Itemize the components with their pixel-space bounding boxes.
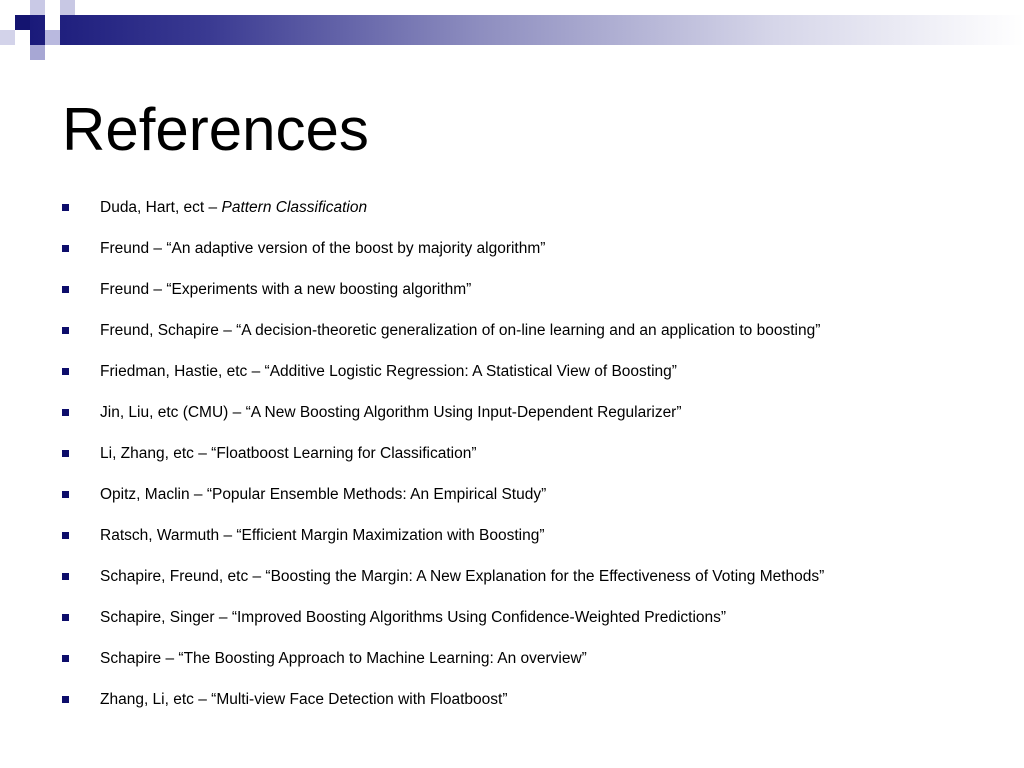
square-bullet-icon — [62, 614, 69, 621]
square-bullet-icon — [62, 491, 69, 498]
reference-title: Pattern Classification — [221, 199, 368, 216]
reference-item — [62, 476, 1002, 517]
reference-item — [62, 189, 1002, 230]
reference-item — [62, 681, 1002, 722]
reference-title: “A New Boosting Algorithm Using Input-Dependent Regularizer” — [245, 404, 682, 421]
reference-authors: Duda, Hart, ect – — [100, 199, 222, 216]
reference-authors: Freund – — [100, 240, 167, 257]
slide-title: References — [62, 96, 369, 163]
reference-title: “Efficient Margin Maximization with Boosting” — [236, 527, 545, 544]
reference-item — [62, 640, 1002, 681]
reference-title: “An adaptive version of the boost by majority algorithm” — [166, 240, 546, 257]
reference-authors: Schapire – — [100, 650, 179, 667]
reference-authors: Schapire, Singer – — [100, 609, 232, 626]
reference-title: “Additive Logistic Regression: A Statistical View of Boosting” — [264, 363, 677, 380]
square-bullet-icon — [62, 245, 69, 252]
square-bullet-icon — [62, 368, 69, 375]
reference-item — [62, 558, 1002, 599]
square-bullet-icon — [62, 655, 69, 662]
reference-authors: Freund, Schapire – — [100, 322, 237, 339]
reference-title: “Popular Ensemble Methods: An Empirical Study” — [206, 486, 547, 503]
reference-title: “Boosting the Margin: A New Explanation for the Effectiveness of Voting Methods” — [265, 568, 825, 585]
reference-authors: Jin, Liu, etc (CMU) – — [100, 404, 246, 421]
reference-authors: Ratsch, Warmuth – — [100, 527, 237, 544]
reference-item — [62, 353, 1002, 394]
decorative-square — [30, 0, 45, 15]
reference-item — [62, 271, 1002, 312]
reference-title: “Floatboost Learning for Classification” — [211, 445, 477, 462]
decorative-square — [0, 30, 15, 45]
square-bullet-icon — [62, 532, 69, 539]
reference-title: “The Boosting Approach to Machine Learning: An overview” — [178, 650, 587, 667]
square-bullet-icon — [62, 696, 69, 703]
reference-list — [62, 189, 1002, 722]
reference-authors: Schapire, Freund, etc – — [100, 568, 266, 585]
reference-authors: Freund – — [100, 281, 167, 298]
decorative-square — [30, 45, 45, 60]
square-bullet-icon — [62, 409, 69, 416]
decorative-square — [45, 15, 60, 30]
square-bullet-icon — [62, 327, 69, 334]
decorative-square — [45, 30, 60, 45]
reference-title: “Experiments with a new boosting algorithm” — [166, 281, 472, 298]
decorative-square — [15, 15, 30, 30]
reference-item — [62, 599, 1002, 640]
decorative-square — [60, 0, 75, 15]
square-bullet-icon — [62, 573, 69, 580]
reference-authors: Opitz, Maclin – — [100, 486, 207, 503]
square-bullet-icon — [62, 204, 69, 211]
reference-title: “Improved Boosting Algorithms Using Confidence-Weighted Predictions” — [231, 609, 727, 626]
reference-item — [62, 435, 1002, 476]
reference-item — [62, 394, 1002, 435]
reference-title: “Multi-view Face Detection with Floatboost” — [211, 691, 508, 708]
reference-item — [62, 230, 1002, 271]
reference-authors: Friedman, Hastie, etc – — [100, 363, 265, 380]
reference-item — [62, 312, 1002, 353]
square-bullet-icon — [62, 450, 69, 457]
reference-title: “A decision-theoretic generalization of on-line learning and an application to boosting” — [236, 322, 821, 339]
reference-authors: Zhang, Li, etc – — [100, 691, 212, 708]
reference-authors: Li, Zhang, etc – — [100, 445, 212, 462]
square-bullet-icon — [62, 286, 69, 293]
reference-item — [62, 517, 1002, 558]
header-gradient-band — [30, 15, 1024, 45]
